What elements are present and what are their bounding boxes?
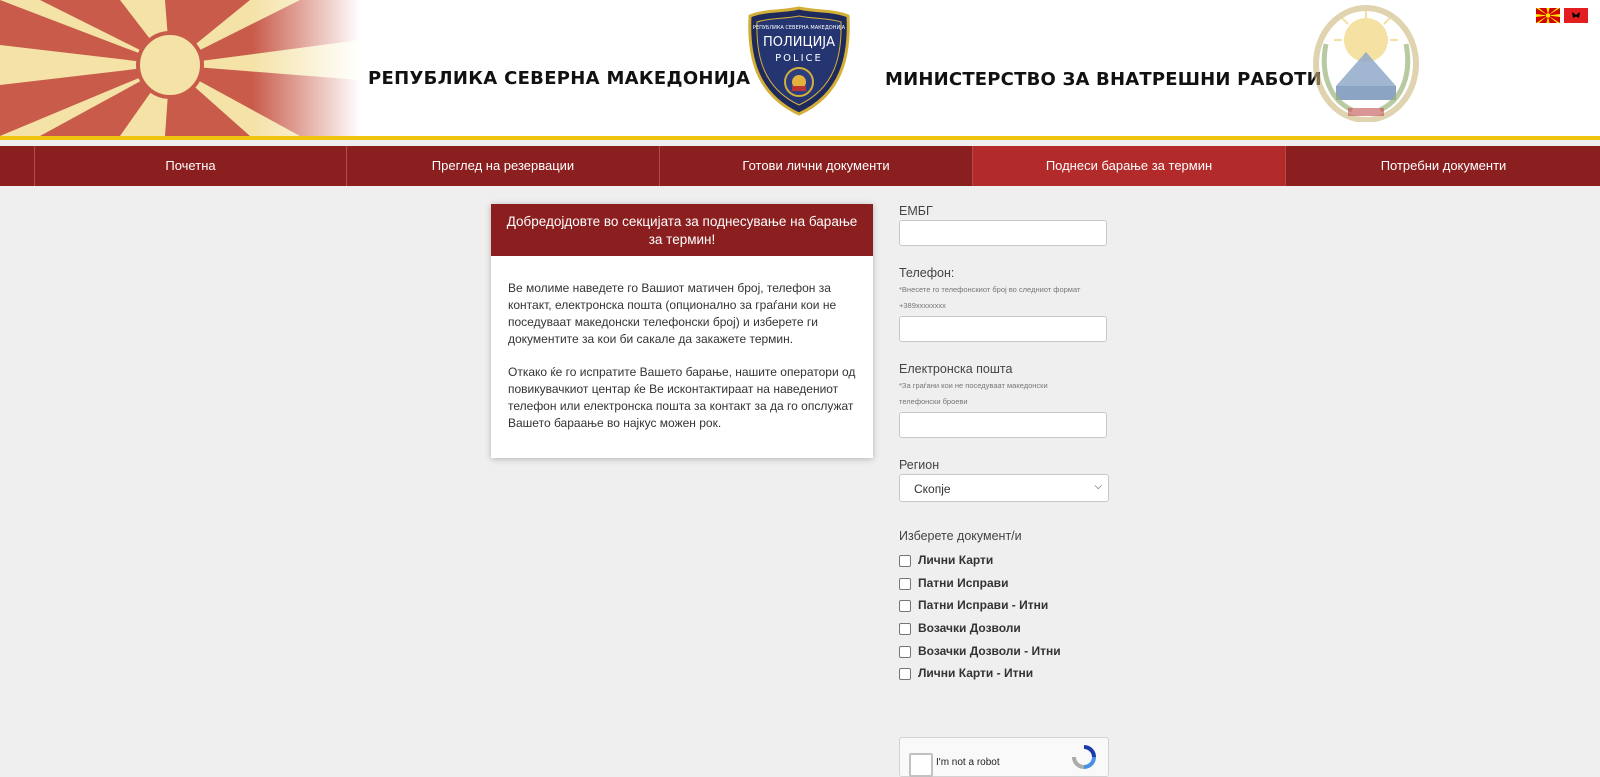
embg-label: ЕМБГ — [899, 204, 933, 218]
badge-top-text: РЕПУБЛИКА СЕВЕРНА МАКЕДОНИЈА — [752, 25, 846, 31]
document-checkbox[interactable] — [899, 600, 911, 612]
badge-word-police-mk: ПОЛИЦИЈА — [762, 35, 836, 50]
document-option-label: Лични Карти — [918, 553, 994, 567]
phone-label: Телефон: — [899, 266, 955, 280]
language-mk-flag-icon[interactable] — [1536, 8, 1560, 23]
ministry-title: МИНИСТЕРСТВО ЗА ВНАТРЕШНИ РАБОТИ — [885, 69, 1322, 90]
info-body — [491, 256, 873, 432]
document-option-label: Патни Исправи — [918, 576, 1009, 590]
region-selected-value: Скопје — [914, 482, 951, 496]
documents-label: Изберете документ/и — [899, 529, 1022, 543]
recaptcha-logo-icon — [1070, 744, 1098, 770]
recaptcha-checkbox[interactable] — [909, 753, 933, 777]
nav-ready-documents[interactable]: Готови лични документи — [659, 146, 972, 186]
nav-required-documents[interactable]: Потребни документи — [1285, 146, 1600, 186]
recaptcha-label: I'm not a robot — [936, 757, 1000, 768]
badge-word-police-en: POLICE — [775, 53, 823, 64]
info-paragraph-2: Откако ќе го испратите Вашето барање, нашите оператори од повикувачкиот центар ќе Ве исконтактираат на наведениот телефон или електронска пошта за контакт за да го опслужат Вашето бараање во најкус можен рок. — [508, 365, 856, 430]
language-al-flag-icon[interactable] — [1564, 8, 1588, 23]
region-label: Регион — [899, 458, 940, 472]
phone-hint: *Внесете го телефонскиот број во следниот формат +389xxxxxxxx — [899, 285, 1081, 310]
document-option-label: Патни Исправи - Итни — [918, 598, 1049, 612]
info-heading: Добредојдовте во секцијата за поднесување на барање за термин! — [491, 204, 873, 256]
info-paragraph-1: Ве молиме наведете го Вашиот матичен број, телефон за контакт, електронска пошта (опционално за граѓани кои не поседуваат македонски телефонски број) и изберете ги документите за кои би сакале да закажете термин. — [508, 281, 837, 346]
site-header — [0, 0, 1600, 140]
police-badge-logo — [746, 6, 852, 116]
chevron-down-icon: ⌵ — [1094, 481, 1102, 492]
document-option-label: Лични Карти - Итни — [918, 666, 1034, 680]
macedonian-flag-banner — [0, 0, 360, 136]
document-checkbox[interactable] — [899, 578, 911, 590]
region-select[interactable] — [899, 474, 1109, 502]
main-navigation — [0, 146, 1600, 186]
nav-submit-appointment[interactable]: Поднеси барање за термин — [972, 146, 1285, 186]
email-input[interactable] — [899, 412, 1107, 438]
nav-reservations-overview[interactable]: Преглед на резервации — [346, 146, 659, 186]
document-checkbox[interactable] — [899, 646, 911, 658]
document-checkbox[interactable] — [899, 623, 911, 635]
email-hint: *За граѓани кои не поседуваат македонски телефонски броеви — [899, 381, 1048, 406]
embg-input[interactable] — [899, 220, 1107, 246]
phone-input[interactable] — [899, 316, 1107, 342]
country-title: РЕПУБЛИКА СЕВЕРНА МАКЕДОНИЈА — [368, 68, 751, 89]
document-checkbox[interactable] — [899, 668, 911, 680]
info-panel — [491, 204, 873, 458]
document-checkbox[interactable] — [899, 555, 911, 567]
coat-of-arms-logo — [1312, 4, 1420, 122]
recaptcha-widget — [899, 737, 1109, 777]
document-option-label: Возачки Дозволи — [918, 621, 1021, 635]
document-option-label: Возачки Дозволи - Итни — [918, 644, 1061, 658]
nav-home[interactable]: Почетна — [34, 146, 346, 186]
email-label: Електронска пошта — [899, 362, 1013, 376]
